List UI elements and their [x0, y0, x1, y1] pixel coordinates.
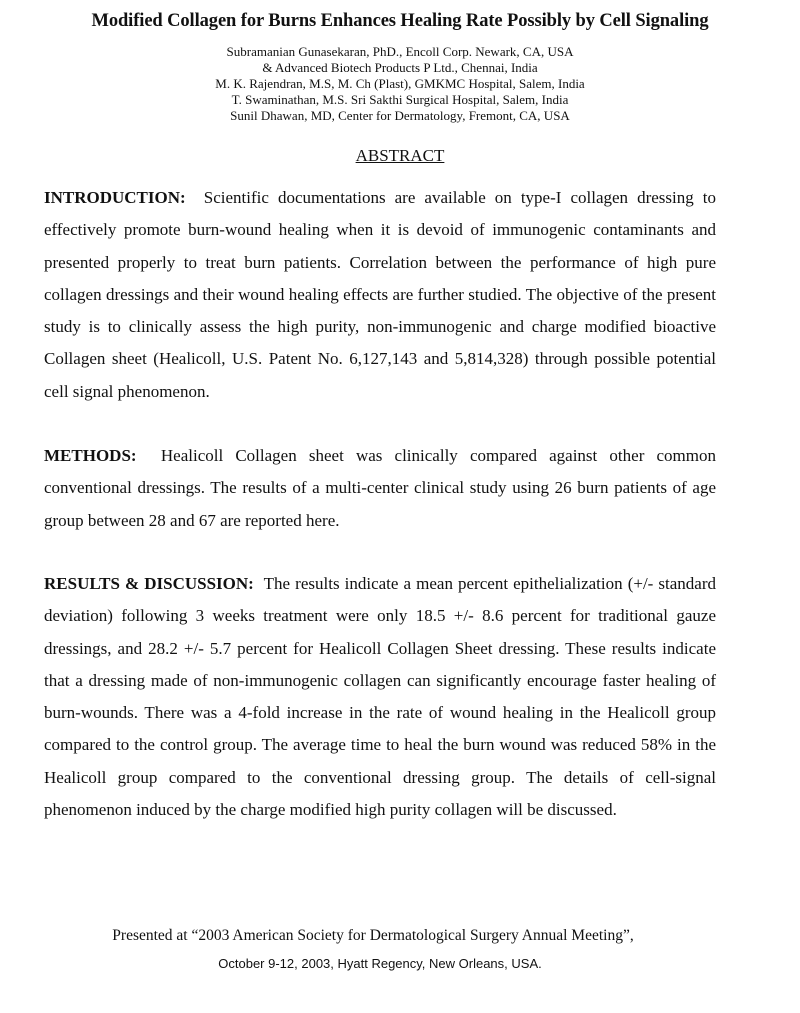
author-line: Sunil Dhawan, MD, Center for Dermatology, Fremont, CA, USA — [230, 108, 570, 123]
author-line: & Advanced Biotech Products P Ltd., Chennai, India — [262, 60, 538, 75]
results-label: RESULTS & DISCUSSION: — [44, 574, 254, 593]
methods-label: METHODS: — [44, 446, 137, 465]
introduction-label: INTRODUCTION: — [44, 188, 186, 207]
author-line: M. K. Rajendran, M.S, M. Ch (Plast), GMKMC Hospital, Salem, India — [215, 76, 585, 91]
results-section — [44, 568, 716, 826]
results-text: The results indicate a mean percent epithelialization (+/- standard deviation) following 3 weeks treatment were only 18.5 +/- 8.6 percent for traditional gauze dressings, and 28.2 +/- 5.7 percent for Healicoll Collagen Sheet dressing. These results indicate that a dressing made of non-immunogenic collagen can significantly encourage faster healing of burn-wounds. There was a 4-fold increase in the rate of wound healing in the Healicoll group compared to the control group. The average time to heal the burn wound was reduced 58% in the Healicoll group compared to the conventional dressing group. The details of cell-signal phenomenon induced by the charge modified high purity collagen will be discussed. — [44, 574, 716, 820]
presentation-note: Presented at “2003 American Society for Dermatological Surgery Annual Meeting”, — [112, 927, 634, 944]
author-line: T. Swaminathan, M.S. Sri Sakthi Surgical Hospital, Salem, India — [231, 92, 569, 107]
methods-text: Healicoll Collagen sheet was clinically compared against other common conventional dressings. The results of a multi-center clinical study using 26 burn patients of age group between 28 and 67 are reported here. — [44, 446, 716, 530]
paper-title: Modified Collagen for Burns Enhances Healing Rate Possibly by Cell Signaling — [91, 11, 709, 31]
abstract-heading: ABSTRACT — [355, 146, 445, 165]
introduction-text: Scientific documentations are available on type-I collagen dressing to effectively promote burn-wound healing when it is devoid of immunogenic contaminants and presented properly to treat burn patients. Correlation between the performance of high pure collagen dressings and their wound healing effects are further studied. The objective of the present study is to clinically assess the high purity, non-immunogenic and charge modified bioactive Collagen sheet (Healicoll, U.S. Patent No. 6,127,143 and 5,814,328) through possible potential cell signal phenomenon. — [44, 188, 717, 401]
presentation-date-venue: October 9-12, 2003, Hyatt Regency, New Orleans, USA. — [218, 956, 542, 971]
introduction-section — [44, 182, 716, 408]
author-affiliations — [0, 44, 800, 124]
methods-section — [44, 440, 716, 537]
author-line: Subramanian Gunasekaran, PhD., Encoll Corp. Newark, CA, USA — [226, 44, 574, 59]
